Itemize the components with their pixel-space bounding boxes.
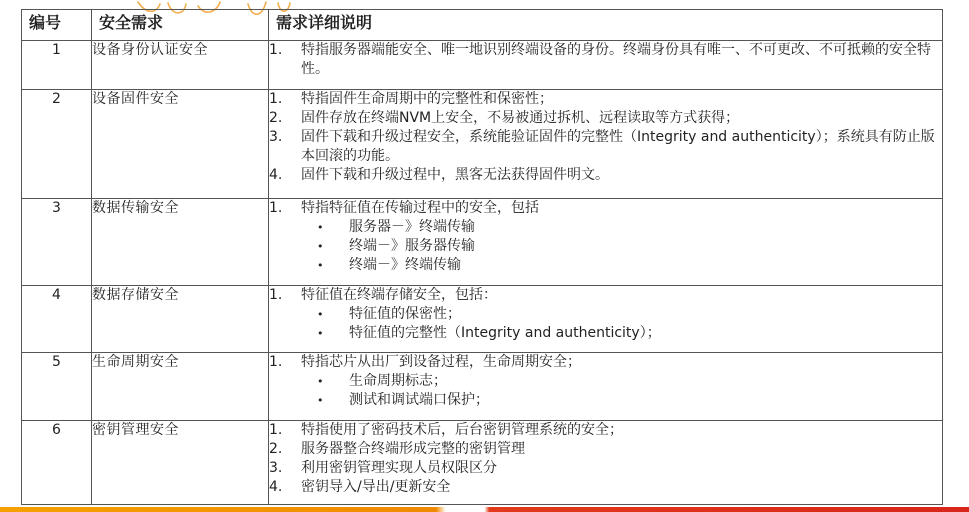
bullet-dot-icon: •: [317, 240, 324, 253]
row-id: 4: [22, 286, 92, 353]
detail-item: [269, 166, 942, 185]
row-id: 1: [22, 41, 92, 90]
item-text: 特指服务器端能安全、唯一地识别终端设备的身份。终端身份具有唯一、不可更改、不可抵赖的安全特性。: [301, 42, 931, 77]
bullet-text: 终端－》服务器传输: [349, 238, 475, 254]
table-row: [22, 199, 943, 286]
table-row: [22, 41, 943, 90]
item-text: 利用密钥管理实现人员权限区分: [301, 460, 497, 476]
detail-bullet: [269, 218, 942, 237]
item-number: 1.: [269, 200, 283, 216]
item-text: 密钥导入/导出/更新安全: [301, 479, 451, 495]
header-id: 编号: [22, 10, 92, 41]
detail-bullet: [269, 391, 942, 410]
row-category: 数据存储安全: [92, 286, 269, 353]
detail-item: [269, 421, 942, 440]
detail-item: [269, 478, 942, 497]
item-text: 特指芯片从出厂到设备过程，生命周期安全；: [301, 354, 581, 370]
item-number: 1.: [269, 422, 283, 438]
security-requirements-table: [21, 9, 943, 505]
row-category: 设备身份认证安全: [92, 41, 269, 90]
bullet-dot-icon: •: [317, 308, 324, 321]
bullet-text: 服务器－》终端传输: [349, 219, 475, 235]
row-category: 生命周期安全: [92, 353, 269, 421]
row-details: [269, 353, 943, 421]
detail-bullet: [269, 305, 942, 324]
bullet-text: 生命周期标志；: [349, 373, 447, 389]
detail-item: [269, 440, 942, 459]
item-text: 特指固件生命周期中的完整性和保密性；: [301, 91, 553, 107]
table-row: [22, 90, 943, 199]
bullet-dot-icon: •: [317, 375, 324, 388]
item-number: 4.: [269, 167, 283, 183]
detail-item: [269, 286, 942, 305]
row-details: [269, 41, 943, 90]
detail-item: [269, 353, 942, 372]
bullet-dot-icon: •: [317, 327, 324, 340]
item-number: 1.: [269, 354, 283, 370]
row-id: 2: [22, 90, 92, 199]
detail-item: [269, 199, 942, 218]
detail-bullet: [269, 256, 942, 275]
table-row: [22, 286, 943, 353]
bullet-text: 特征值的保密性；: [349, 306, 461, 322]
bullet-text: 终端－》终端传输: [349, 257, 461, 273]
item-number: 1.: [269, 42, 283, 58]
bullet-text: 特征值的完整性（Integrity and authenticity）；: [349, 325, 661, 341]
item-text: 服务器整合终端形成完整的密钥管理: [301, 441, 525, 457]
row-details: [269, 286, 943, 353]
header-category: 安全需求: [92, 10, 269, 41]
item-number: 3.: [269, 460, 283, 476]
row-id: 3: [22, 199, 92, 286]
detail-item: [269, 109, 942, 128]
detail-bullet: [269, 372, 942, 391]
item-number: 1.: [269, 91, 283, 107]
row-details: [269, 90, 943, 199]
row-category: 数据传输安全: [92, 199, 269, 286]
row-id: 6: [22, 421, 92, 505]
row-category: 设备固件安全: [92, 90, 269, 199]
bullet-dot-icon: •: [317, 221, 324, 234]
item-number: 3.: [269, 129, 283, 145]
item-number: 1.: [269, 287, 283, 303]
bullet-dot-icon: •: [317, 259, 324, 272]
detail-bullet: [269, 324, 942, 343]
item-text: 固件下载和升级过程中，黑客无法获得固件明文。: [301, 167, 609, 183]
item-text: 固件存放在终端NVM上安全，不易被通过拆机、远程读取等方式获得；: [301, 110, 740, 126]
header-details: 需求详细说明: [269, 10, 943, 41]
table-row: [22, 353, 943, 421]
table-header-row: [22, 10, 943, 41]
bullet-text: 测试和调试端口保护；: [349, 392, 489, 408]
bullet-dot-icon: •: [317, 394, 324, 407]
row-id: 5: [22, 353, 92, 421]
item-text: 特征值在终端存储安全，包括：: [301, 287, 497, 303]
item-text: 固件下载和升级过程安全，系统能验证固件的完整性（Integrity and authenticity）；系统具有防止版本回滚的功能。: [301, 129, 935, 164]
item-number: 2.: [269, 110, 283, 126]
row-details: [269, 421, 943, 505]
item-number: 4.: [269, 479, 283, 495]
table-row: [22, 421, 943, 505]
detail-item: [269, 41, 942, 79]
detail-item: [269, 128, 942, 166]
row-details: [269, 199, 943, 286]
detail-bullet: [269, 237, 942, 256]
detail-item: [269, 90, 942, 109]
item-text: 特指特征值在传输过程中的安全，包括: [301, 200, 539, 216]
item-text: 特指使用了密码技术后，后台密钥管理系统的安全；: [301, 422, 623, 438]
row-category: 密钥管理安全: [92, 421, 269, 505]
detail-item: [269, 459, 942, 478]
bottom-accent-bar: [0, 507, 969, 512]
item-number: 2.: [269, 441, 283, 457]
